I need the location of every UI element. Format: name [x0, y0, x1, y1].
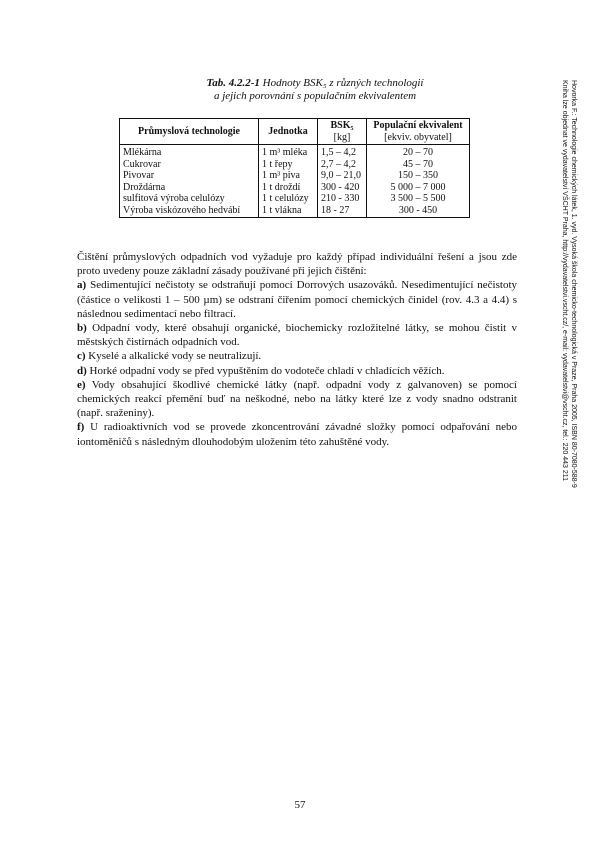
- cell-unit: 1 t řepy: [259, 159, 318, 171]
- item-marker: a): [77, 279, 87, 292]
- cell-unit: 1 t celulózy: [259, 193, 318, 205]
- item-marker: c): [77, 350, 86, 363]
- cell-bsk: 210 - 330: [318, 193, 367, 205]
- cell-pe: 5 000 – 7 000: [367, 182, 470, 194]
- table-row: [120, 182, 470, 194]
- cell-technology: Výroba viskózového hedvábí: [120, 205, 259, 218]
- cell-technology: sulfitová výroba celulózy: [120, 193, 259, 205]
- cell-pe: 3 500 – 5 500: [367, 193, 470, 205]
- cell-technology: Pivovar: [120, 170, 259, 182]
- page-number: 57: [294, 799, 306, 811]
- header-population-equivalent: [367, 119, 470, 145]
- intro-paragraph: Čištění průmyslových odpadních vod vyžaduje pro každý případ individuální řešení a jsou zde proto uvedeny pouze základní zásady používané při jejich čištění:: [77, 251, 517, 278]
- header-unit: Jednotka: [259, 119, 318, 145]
- cell-bsk: 300 - 420: [318, 182, 367, 194]
- citation-line-1: Hovorka F.: Technologie chemických látek, 1. vyd. Vysoká škola chemicko-technologická v Praze, Praha 2005, ISBN 80-7080-588-9: [570, 80, 577, 488]
- citation-line-2: Kniha lze objednat ve vydavatelství VŠCHT Praha, http://vydavatelstvi.vscht.cz/, e-mail: vydavatelstvi@vscht.cz, tel.: 220 443 211: [561, 80, 568, 481]
- table-row: [120, 205, 470, 218]
- cell-bsk: 9,0 – 21,0: [318, 170, 367, 182]
- cell-technology: Cukrovar: [120, 159, 259, 171]
- caption-title-1: Hodnoty BSK₅ z různých technologií: [262, 77, 424, 89]
- item-text: Vody obsahující škodlivé chemické látky (např. odpadní vody z galvanoven) se pomocí chemických reakcí přemění buď na neškodné, nebo na látky které lze z vody snadno odstranit (např. sraženiny).: [77, 378, 517, 420]
- list-item: [77, 420, 517, 448]
- bsk-table: [119, 118, 470, 218]
- list-item: [77, 321, 517, 349]
- caption-label: Tab. 4.2.2-1: [206, 77, 260, 89]
- item-marker: b): [77, 322, 87, 335]
- item-text: Horké odpadní vody se před vypuštěním do vodoteče chladí v chladících věžích.: [89, 364, 445, 377]
- cell-pe: 150 – 350: [367, 170, 470, 182]
- side-citation-text: [560, 80, 578, 550]
- list-item: [77, 349, 517, 363]
- cell-unit: 1 m³ mléka: [259, 145, 318, 159]
- cell-technology: Mlékárna: [120, 145, 259, 159]
- cell-bsk: 1,5 – 4,2: [318, 145, 367, 159]
- header-bsk-unit: [kg]: [333, 131, 351, 143]
- list-item: [77, 378, 517, 421]
- body-text: [77, 250, 517, 449]
- table-row: [120, 159, 470, 171]
- table-header-row: [120, 119, 470, 145]
- item-text: Sedimentující nečistoty se odstraňují pomocí Dorrových usazováků. Nesedimentující nečistoty (částice o velikosti 1 – 500 µm) se odstraní čiřením pomocí chemických činidel (rov. 4.3 a 4.4) s následnou sedimentací nebo filtrací.: [77, 279, 518, 320]
- table-row: [120, 170, 470, 182]
- table-row: [120, 145, 470, 159]
- cell-technology: Droždárna: [120, 182, 259, 194]
- caption-line-1: [140, 77, 490, 90]
- cell-pe: 300 - 450: [367, 205, 470, 218]
- cell-unit: 1 t vlákna: [259, 205, 318, 218]
- header-bsk-label: BSK₅: [330, 120, 354, 131]
- cell-bsk: 18 - 27: [318, 205, 367, 218]
- header-pe-label: Populační ekvivalent: [373, 120, 463, 131]
- list-item: [77, 278, 517, 321]
- header-technology: Průmyslová technologie: [120, 119, 259, 145]
- caption-title-2: a jejich porovnání s populačním ekvivalentem: [213, 90, 417, 102]
- item-text: Odpadní vody, které obsahují organické, biochemicky rozložitelné látky, se mohou čistit v městských čistírnách odpadních vod.: [77, 322, 517, 349]
- item-marker: d): [77, 364, 87, 377]
- item-text: Kyselé a alkalické vody se neutralizují.: [88, 350, 262, 363]
- cell-bsk: 2,7 – 4,2: [318, 159, 367, 171]
- cell-unit: 1 m³ piva: [259, 170, 318, 182]
- item-text: U radioaktivních vod se provede zkoncentrování závadné složky pomocí odpařování nebo iontoměničů s následným dlouhodobým uložením této zahuštěné vody.: [77, 421, 518, 448]
- header-pe-unit: [ekviv. obyvatel]: [384, 131, 452, 143]
- list-item: [77, 364, 517, 378]
- cell-unit: 1 t droždí: [259, 182, 318, 194]
- header-bsk: [318, 119, 367, 145]
- item-marker: e): [77, 378, 86, 391]
- cell-pe: 20 – 70: [367, 145, 470, 159]
- table-row: [120, 193, 470, 205]
- item-marker: f): [77, 421, 85, 434]
- side-citation: [560, 80, 580, 550]
- bsk-table-wrapper: [119, 118, 470, 218]
- cell-pe: 45 – 70: [367, 159, 470, 171]
- table-caption: [140, 77, 490, 103]
